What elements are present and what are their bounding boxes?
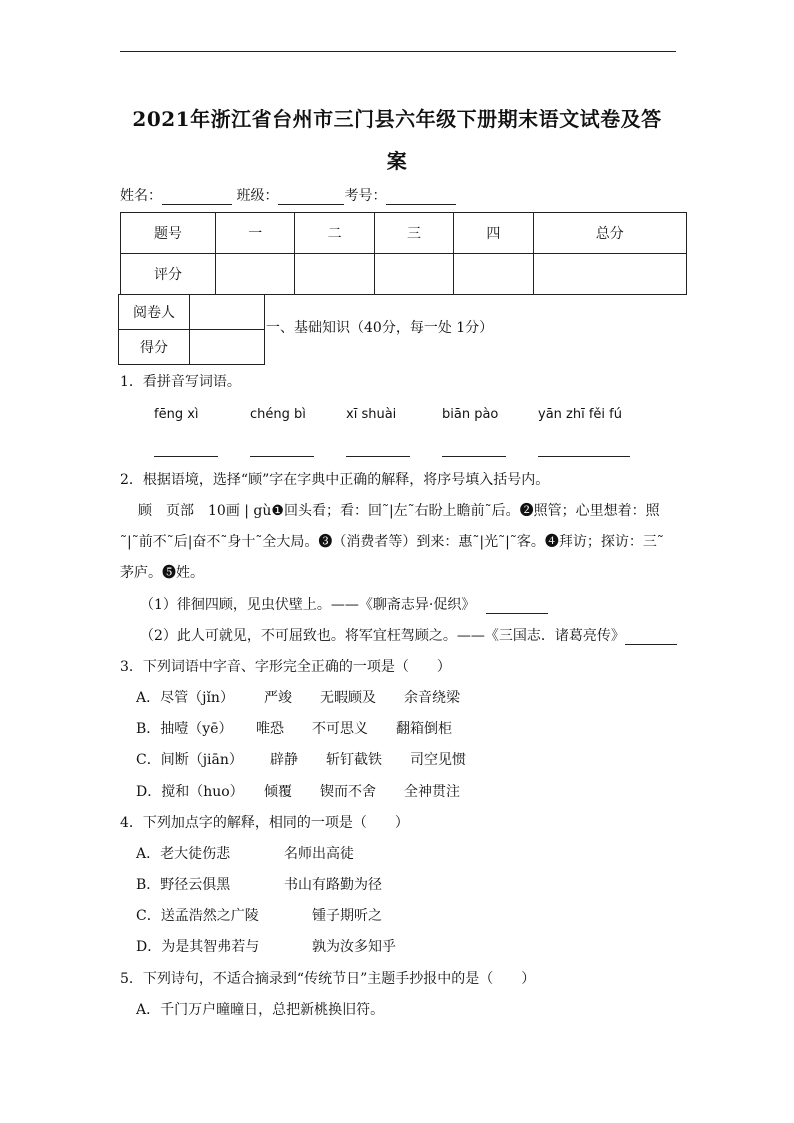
- q2-sub1-text: （1）徘徊四顾，见虫伏壁上。——《聊斋志异·促织》: [140, 597, 476, 613]
- header-rule: [120, 51, 676, 52]
- q2-sub1-answer[interactable]: [486, 599, 548, 614]
- q4-d-s2: 孰为汝多知乎: [312, 939, 396, 955]
- q3-d-w2: 倾覆: [264, 784, 292, 800]
- q3-a-w3: 无暇顾及: [320, 690, 376, 706]
- q2-dict-entry-1: 顾 页部 10画 | gù❶回头看；看：回˜|左˜右盼上瞻前˜后。❷照管；心里想着：照: [138, 503, 660, 519]
- q1-answer-line-3[interactable]: [346, 456, 410, 457]
- q3-a-w4: 余音绕梁: [404, 690, 460, 706]
- name-label: 姓名：: [120, 188, 162, 204]
- q3-c-w1: C．间断（jiān）: [136, 752, 243, 768]
- q3-a-w1: A．尽管（jǐn）: [136, 690, 234, 706]
- q2-stem: 2．根据语境，选择“顾”字在字典中正确的解释，将序号填入括号内。: [120, 472, 550, 488]
- q1-pinyin-3: xī shuài: [346, 407, 397, 422]
- class-label: 班级：: [236, 188, 279, 204]
- q3-c-w3: 斩钉截铁: [326, 752, 382, 768]
- score-cell-4[interactable]: [454, 254, 533, 295]
- score-col-total: 总分: [533, 213, 687, 254]
- score-cell-1[interactable]: [216, 254, 295, 295]
- q2-sub2-text: （2）此人可就见，不可屈致也。将军宜枉驾顾之。——《三国志．诸葛亮传》: [140, 628, 625, 644]
- q3-option-d[interactable]: [136, 783, 460, 801]
- q3-b-w1: B．抽噎（yē）: [136, 721, 233, 737]
- q1-stem: 1．看拼音写词语。: [120, 374, 241, 390]
- score-row-label: 评分: [121, 254, 216, 295]
- q3-c-w4: 司空见惯: [410, 752, 466, 768]
- q4-a-s2: 名师出高徒: [284, 846, 354, 862]
- exam-title-line2: 案: [386, 149, 408, 173]
- score-cell-2[interactable]: [295, 254, 374, 295]
- q4-b-s1: B．野径云俱黑: [136, 877, 231, 893]
- score-col-2: 二: [295, 213, 374, 254]
- q4-b-s2: 书山有路勤为径: [284, 877, 382, 893]
- reader-score-label: 得分: [119, 330, 190, 365]
- exam-no-label: 考号：: [344, 188, 387, 204]
- q4-c-s2: 锺子期听之: [312, 908, 382, 924]
- q2-sub1: [140, 596, 548, 614]
- q1-pinyin-2: chéng bì: [250, 407, 306, 422]
- reader-label: 阅卷人: [119, 295, 190, 330]
- name-field[interactable]: [162, 190, 232, 205]
- exam-no-field[interactable]: [386, 190, 456, 205]
- q4-option-c[interactable]: [136, 907, 382, 925]
- q2-sub2-answer[interactable]: [625, 630, 677, 645]
- score-col-3: 三: [374, 213, 453, 254]
- q3-b-w3: 不可思义: [312, 721, 368, 737]
- q3-d-w4: 全神贯注: [404, 784, 460, 800]
- q4-c-s1: C．送孟浩然之广陵: [136, 908, 259, 924]
- q3-c-w2: 辟静: [270, 752, 298, 768]
- score-header-label: 题号: [121, 213, 216, 254]
- q3-d-w3: 锲而不舍: [320, 784, 376, 800]
- q4-a-s1: A．老大徒伤悲: [136, 846, 231, 862]
- q4-option-b[interactable]: [136, 876, 382, 894]
- score-col-4: 四: [454, 213, 533, 254]
- q2-dict-entry-3: 茅庐。❺姓。: [120, 565, 204, 581]
- q1-answer-line-2[interactable]: [250, 456, 314, 457]
- student-info-row: [120, 187, 456, 205]
- section1-heading: 一、基础知识（40分，每一处 1分）: [266, 320, 494, 336]
- q3-option-b[interactable]: [136, 720, 452, 738]
- q3-b-w2: 唯恐: [256, 721, 284, 737]
- q1-pinyin-4: biān pào: [442, 407, 499, 422]
- q1-pinyin-5: yān zhī fěi fú: [538, 407, 622, 422]
- score-cell-total[interactable]: [533, 254, 687, 295]
- reader-cell[interactable]: [190, 295, 265, 330]
- q3-a-w2: 严竣: [264, 690, 292, 706]
- q5-option-a[interactable]: A．千门万户曈曈日，总把新桃换旧符。: [136, 1002, 385, 1018]
- q4-stem: 4．下列加点字的解释，相同的一项是（ ）: [120, 815, 409, 831]
- q3-option-a[interactable]: [136, 689, 460, 707]
- reader-score-cell[interactable]: [190, 330, 265, 365]
- q1-answer-line-5[interactable]: [538, 456, 630, 457]
- score-table: [120, 212, 687, 295]
- q1-pinyin-1: fēng xì: [154, 407, 199, 422]
- q5-stem: 5．下列诗句，不适合摘录到“传统节日”主题手抄报中的是（ ）: [120, 971, 536, 987]
- q1-answer-line-4[interactable]: [442, 456, 506, 457]
- q4-option-d[interactable]: [136, 938, 396, 956]
- score-col-1: 一: [216, 213, 295, 254]
- q4-d-s1: D．为是其智弗若与: [136, 939, 260, 955]
- q2-dict-entry-2: ˜|˜前不˜后|奋不˜身十˜全大局。❸（消费者等）到来：惠˜|光˜|˜客。❹拜访；探访：三˜: [120, 534, 664, 550]
- q1-answer-line-1[interactable]: [154, 456, 218, 457]
- q4-option-a[interactable]: [136, 845, 354, 863]
- q3-stem: 3．下列词语中字音、字形完全正确的一项是（ ）: [120, 659, 451, 675]
- q3-option-c[interactable]: [136, 751, 466, 769]
- score-table-header-row: [121, 213, 687, 254]
- class-field[interactable]: [278, 190, 344, 205]
- score-table-value-row: [121, 254, 687, 295]
- reader-table: [118, 294, 265, 365]
- exam-title-line1: 2021年浙江省台州市三门县六年级下册期末语文试卷及答: [132, 107, 662, 131]
- q3-d-w1: D．搅和（huo）: [136, 784, 244, 800]
- score-cell-3[interactable]: [374, 254, 453, 295]
- q3-b-w4: 翻箱倒柜: [396, 721, 452, 737]
- q2-sub2: [140, 627, 677, 645]
